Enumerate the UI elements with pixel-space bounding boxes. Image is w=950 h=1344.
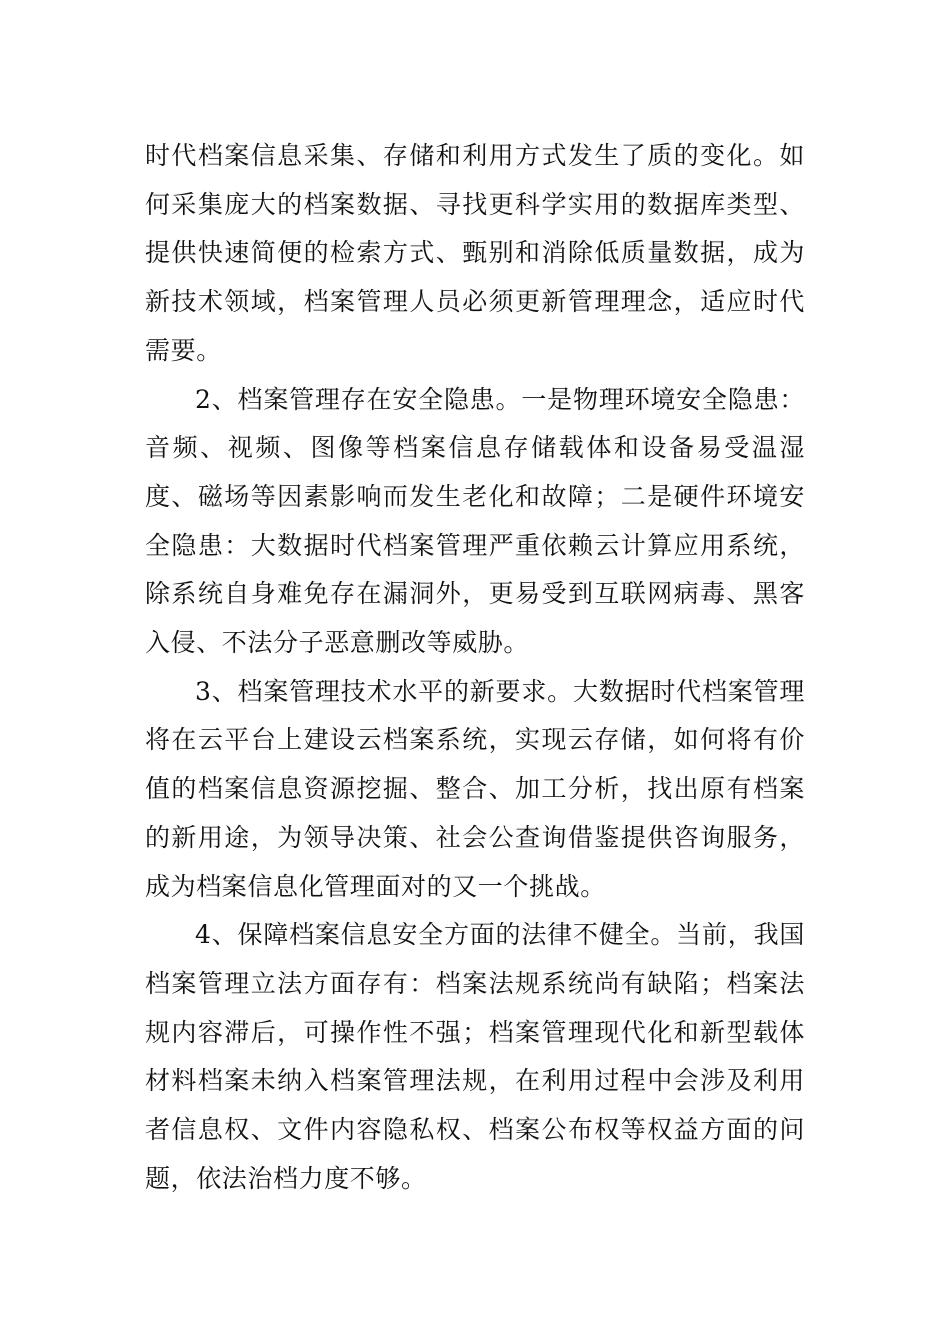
document-body [145,132,805,1203]
paragraph-legal-issues: 4、保障档案信息安全方面的法律不健全。当前，我国档案管理立法方面存有：档案法规系统尚有缺陷；档案法规内容滞后，可操作性不强；档案管理现代化和新型载体材料档案未纳入档案管理法规，在利用过程中会涉及利用者信息权、文件内容隐私权、档案公布权等权益方面的问题，依法治档力度不够。 [145,920,805,1193]
paragraph-continuation: 时代档案信息采集、存储和利用方式发生了质的变化。如何采集庞大的档案数据、寻找更科学实用的数据库类型、提供快速简便的检索方式、甄别和消除低质量数据，成为新技术领域，档案管理人员必须更新管理理念，适应时代需要。 [145,141,805,365]
paragraph-security-risks: 2、档案管理存在安全隐患。一是物理环境安全隐患：音频、视频、图像等档案信息存储载体和设备易受温湿度、磁场等因素影响而发生老化和故障；二是硬件环境安全隐患：大数据时代档案管理严重依赖云计算应用系统，除系统自身难免存在漏洞外，更易受到互联网病毒、黑客入侵、不法分子恶意删改等威胁。 [145,384,805,658]
paragraph-technical-requirements: 3、档案管理技术水平的新要求。大数据时代档案管理将在云平台上建设云档案系统，实现云存储，如何将有价值的档案信息资源挖掘、整合、加工分析，找出原有档案的新用途，为领导决策、社会公查询借鉴提供咨询服务，成为档案信息化管理面对的又一个挑战。 [145,676,805,901]
